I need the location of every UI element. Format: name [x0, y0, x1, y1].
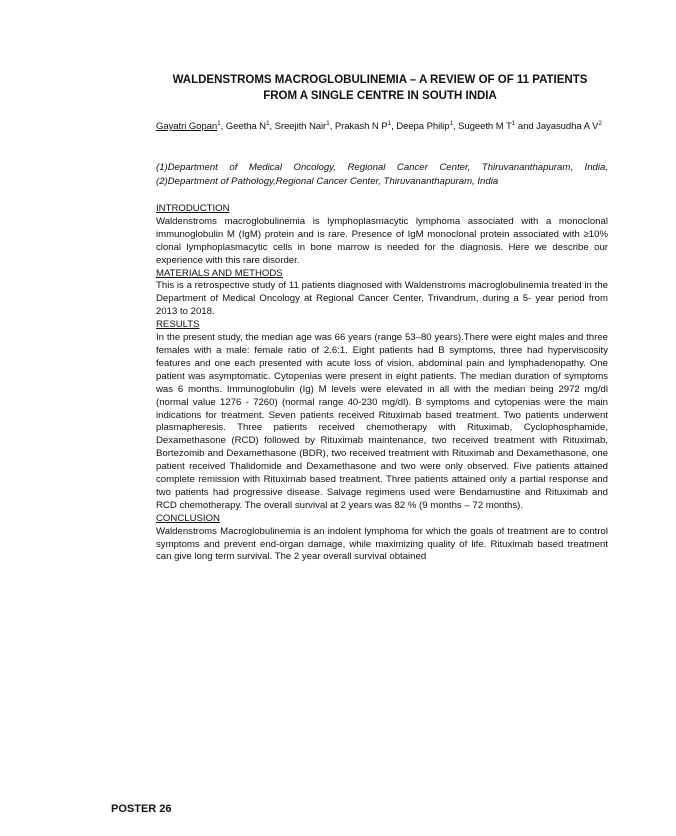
methods-heading: MATERIALS AND METHODS	[156, 267, 283, 279]
title-line-2: FROM A SINGLE CENTRE IN SOUTH INDIA	[263, 90, 497, 102]
introduction-heading: INTRODUCTION	[156, 203, 230, 214]
affiliation-2: (2)Department of Pathology,Regional Cancer Center, Thiruvananthapuram, India	[156, 176, 499, 187]
author-affiliation-mark: 1	[387, 119, 392, 127]
author-name: Jayasudha A V	[536, 121, 599, 132]
author-separator: ,	[391, 121, 397, 132]
author-name: Sreejith Nair	[274, 121, 327, 132]
author-separator: ,	[220, 121, 226, 132]
conclusion-text: Waldenstroms Macroglobulinemia is an indolent lymphoma for which the goals of treatment are to control symptoms and prevent end-organ damage, while maximizing quality of life. Rituximab based treatment can give long term survival. The 2 year overall survival obtained	[156, 525, 608, 563]
affiliation-1: (1)Department of Medical Oncology, Regional Cancer Center, Thiruvananthapuram, India,	[156, 162, 608, 173]
author-name: Deepa Philip	[396, 121, 450, 132]
title-line-1: WALDENSTROMS MACROGLOBULINEMIA – A REVIEW OF OF 11 PATIENTS	[172, 74, 588, 86]
methods-text: This is a retrospective study of 11 patients diagnosed with Waldenstroms macroglobulinemia treated in the Department of Medical Oncology at Regional Cancer Center, Trivandrum, during a 5- year period from 2013 to 2018.	[156, 280, 608, 318]
author-affiliation-mark: 1	[266, 119, 270, 127]
abstract-body	[156, 203, 608, 564]
author-affiliation-mark: 1	[217, 119, 221, 127]
document-title	[150, 72, 610, 104]
author-name: Prakash N P	[334, 121, 388, 132]
author-affiliation-mark: 1	[511, 119, 516, 127]
author-name: Geetha N	[225, 121, 267, 132]
poster-label: POSTER 26	[111, 803, 172, 815]
affiliations	[156, 161, 608, 189]
author-name: Sugeeth M T	[458, 121, 512, 132]
author-name: Gayatri Gopan	[156, 121, 218, 132]
author-affiliation-mark: 1	[326, 119, 330, 127]
author-separator: ,	[269, 121, 275, 132]
introduction-text: Waldenstroms macroglobulinemia is lymphoplasmacytic lymphoma associated with a monoclonal immunoglobulin M (IgM) protein and is rare. Presence of IgM monoclonal protein associated with ≥10% clonal lymphoplasmacytic cells in bone marrow is needed for the diagnosis. Here we describe our experience with this rare disorder.	[156, 215, 608, 266]
author-separator: and	[515, 121, 537, 132]
results-heading: RESULTS	[156, 319, 200, 331]
author-separator: ,	[452, 121, 459, 132]
results-text: In the present study, the median age was 66 years (range 53–80 years).There were eight males and three females with a male: female ratio of 2.6:1. Eight patients had B symptoms, three had hyperviscosity features and one each presented with acute loss of vision, abdominal pain and lymphadenopathy. One patient was asymptomatic. Cytopenias were present in eight patients. The median duration of symptoms was 6 months. Immunoglobulin (Ig) M levels were elevated in all with the median being 2972 mg/dl (normal value 1276 - 7260) (normal range 40-230 mg/dl). B symptoms and cytopenias were the main indications for treatment. Seven patients received Rituximab based treatment. Two patients underwent plasmapheresis. Three patients received chemotherapy with Rituximab, Cyclophosphamide, Dexamethasone (RCD) followed by Rituximab maintenance, two received treatment with Rituximab, Bortezomib and Dexamethasone (BDR), two received treatment with Rituximab and Dexamethasone, one patient received Thalidomide and Dexamethasone and two were only observed. Five patients attained complete remission with Rituximab based treatment. Three patients attained only a partial response and two patients had progressive disease. Salvage regimens used were Bendamustine and Rituximab and RCD chemotherapy. The overall survival at 2 years was 82 % (9 months – 72 months).	[156, 332, 608, 511]
author-list	[156, 121, 608, 134]
author-affiliation-mark: 2	[598, 119, 602, 127]
author-separator: ,	[329, 121, 335, 132]
author-affiliation-mark: 1	[449, 119, 453, 127]
conclusion-heading: CONCLUSION	[156, 512, 220, 524]
